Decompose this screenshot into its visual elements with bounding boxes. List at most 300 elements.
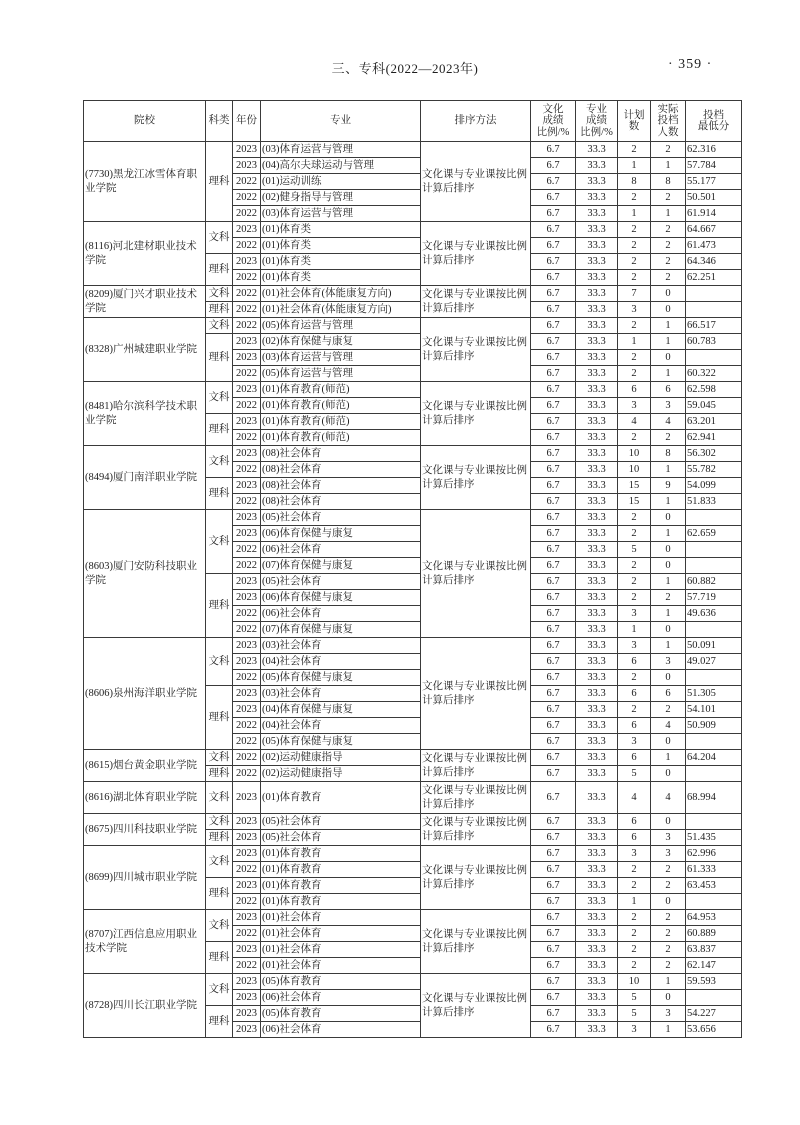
major-cell: (05)体育运营与管理 — [261, 366, 421, 382]
year-cell: 2022 — [233, 206, 261, 222]
major-ratio-cell: 33.3 — [576, 350, 618, 366]
min-score-cell: 62.996 — [686, 846, 742, 862]
min-score-cell: 62.659 — [686, 526, 742, 542]
column-header-line: 文化 — [542, 103, 564, 115]
major-cell: (04)高尔夫球运动与管理 — [261, 158, 421, 174]
min-score-cell — [686, 814, 742, 830]
plan-count-cell: 6 — [618, 830, 651, 846]
plan-count-cell: 5 — [618, 542, 651, 558]
year-cell: 2023 — [233, 158, 261, 174]
major-ratio-cell: 33.3 — [576, 206, 618, 222]
column-header-line: 成绩 — [586, 115, 607, 127]
plan-count-cell: 2 — [618, 254, 651, 270]
culture-ratio-cell: 6.7 — [531, 830, 576, 846]
major-ratio-cell: 33.3 — [576, 366, 618, 382]
plan-count-cell: 15 — [618, 478, 651, 494]
table-row — [84, 750, 742, 766]
category-cell: 文科 — [206, 814, 233, 830]
page-number: · 359 · — [668, 57, 713, 72]
admitted-count-cell: 2 — [651, 238, 686, 254]
major-cell: (01)社会体育(体能康复方向) — [261, 302, 421, 318]
min-score-cell — [686, 302, 742, 318]
year-cell: 2023 — [233, 782, 261, 814]
major-cell: (06)社会体育 — [261, 542, 421, 558]
plan-count-cell: 3 — [618, 734, 651, 750]
plan-count-cell: 1 — [618, 622, 651, 638]
sort-method-cell: 文化课与专业课按比例计算后排序 — [421, 286, 531, 318]
category-cell: 理科 — [206, 302, 233, 318]
major-cell: (01)体育教育(师范) — [261, 398, 421, 414]
major-ratio-cell: 33.3 — [576, 558, 618, 574]
major-cell: (01)社会体育(体能康复方向) — [261, 286, 421, 302]
min-score-cell: 51.305 — [686, 686, 742, 702]
major-ratio-cell: 33.3 — [576, 654, 618, 670]
admitted-count-cell: 1 — [651, 366, 686, 382]
major-cell: (08)社会体育 — [261, 462, 421, 478]
admitted-count-cell: 3 — [651, 398, 686, 414]
major-cell: (06)体育保健与康复 — [261, 590, 421, 606]
min-score-cell: 64.953 — [686, 910, 742, 926]
min-score-cell: 50.501 — [686, 190, 742, 206]
major-cell: (08)社会体育 — [261, 494, 421, 510]
year-cell: 2023 — [233, 878, 261, 894]
major-ratio-cell: 33.3 — [576, 830, 618, 846]
culture-ratio-cell: 6.7 — [531, 526, 576, 542]
admitted-count-cell: 0 — [651, 350, 686, 366]
major-cell: (01)体育教育(师范) — [261, 430, 421, 446]
plan-count-cell: 6 — [618, 718, 651, 734]
major-ratio-cell: 33.3 — [576, 1006, 618, 1022]
major-ratio-cell: 33.3 — [576, 942, 618, 958]
min-score-cell: 61.914 — [686, 206, 742, 222]
plan-count-cell: 6 — [618, 750, 651, 766]
culture-ratio-cell: 6.7 — [531, 574, 576, 590]
admitted-count-cell: 2 — [651, 254, 686, 270]
major-cell: (05)体育运营与管理 — [261, 318, 421, 334]
plan-count-cell: 2 — [618, 238, 651, 254]
plan-count-cell: 1 — [618, 894, 651, 910]
sort-method-cell: 文化课与专业课按比例计算后排序 — [421, 750, 531, 782]
major-ratio-cell: 33.3 — [576, 990, 618, 1006]
major-ratio-cell: 33.3 — [576, 958, 618, 974]
major-cell: (06)社会体育 — [261, 990, 421, 1006]
major-cell: (01)体育教育(师范) — [261, 414, 421, 430]
sort-method-cell: 文化课与专业课按比例计算后排序 — [421, 142, 531, 222]
school-name-cell: (8675)四川科技职业学院 — [84, 814, 206, 846]
admitted-count-cell: 1 — [651, 1022, 686, 1038]
major-ratio-cell: 33.3 — [576, 686, 618, 702]
min-score-cell: 62.251 — [686, 270, 742, 286]
culture-ratio-cell: 6.7 — [531, 862, 576, 878]
plan-count-cell: 3 — [618, 606, 651, 622]
culture-ratio-cell: 6.7 — [531, 542, 576, 558]
year-cell: 2023 — [233, 846, 261, 862]
major-ratio-cell: 33.3 — [576, 974, 618, 990]
culture-ratio-cell: 6.7 — [531, 654, 576, 670]
year-cell: 2022 — [233, 462, 261, 478]
major-cell: (03)社会体育 — [261, 638, 421, 654]
sort-method-cell: 文化课与专业课按比例计算后排序 — [421, 782, 531, 814]
admitted-count-cell: 3 — [651, 654, 686, 670]
min-score-cell: 63.201 — [686, 414, 742, 430]
plan-count-cell: 5 — [618, 766, 651, 782]
admitted-count-cell: 0 — [651, 510, 686, 526]
culture-ratio-cell: 6.7 — [531, 430, 576, 446]
major-ratio-cell: 33.3 — [576, 398, 618, 414]
plan-count-cell: 3 — [618, 398, 651, 414]
major-cell: (08)社会体育 — [261, 478, 421, 494]
major-cell: (01)体育教育 — [261, 894, 421, 910]
year-cell: 2023 — [233, 830, 261, 846]
min-score-cell: 66.517 — [686, 318, 742, 334]
plan-count-cell: 2 — [618, 910, 651, 926]
admitted-count-cell: 4 — [651, 718, 686, 734]
admitted-count-cell: 9 — [651, 478, 686, 494]
min-score-cell — [686, 510, 742, 526]
major-cell: (01)体育类 — [261, 270, 421, 286]
min-score-cell: 51.833 — [686, 494, 742, 510]
plan-count-cell: 2 — [618, 190, 651, 206]
admitted-count-cell: 1 — [651, 974, 686, 990]
admitted-count-cell: 3 — [651, 1006, 686, 1022]
year-cell: 2022 — [233, 302, 261, 318]
sort-method-cell: 文化课与专业课按比例计算后排序 — [421, 638, 531, 750]
plan-count-cell: 5 — [618, 990, 651, 1006]
school-name-cell: (8699)四川城市职业学院 — [84, 846, 206, 910]
school-name-cell: (8707)江西信息应用职业技术学院 — [84, 910, 206, 974]
major-cell: (07)体育保健与康复 — [261, 558, 421, 574]
plan-count-cell: 2 — [618, 702, 651, 718]
major-ratio-cell: 33.3 — [576, 510, 618, 526]
culture-ratio-cell: 6.7 — [531, 238, 576, 254]
major-ratio-cell: 33.3 — [576, 606, 618, 622]
min-score-cell: 53.656 — [686, 1022, 742, 1038]
culture-ratio-cell: 6.7 — [531, 1006, 576, 1022]
major-ratio-cell: 33.3 — [576, 430, 618, 446]
column-header-line: 专业 — [330, 115, 351, 127]
plan-count-cell: 6 — [618, 814, 651, 830]
table-row — [84, 638, 742, 654]
admitted-count-cell: 1 — [651, 334, 686, 350]
column-header-line: 投档 — [703, 109, 724, 121]
plan-count-cell: 4 — [618, 414, 651, 430]
major-ratio-cell: 33.3 — [576, 382, 618, 398]
category-cell: 文科 — [206, 222, 233, 254]
culture-ratio-cell: 6.7 — [531, 206, 576, 222]
school-name-cell: (7730)黑龙江冰雪体育职业学院 — [84, 142, 206, 222]
culture-ratio-cell: 6.7 — [531, 174, 576, 190]
year-cell: 2023 — [233, 974, 261, 990]
plan-count-cell: 6 — [618, 382, 651, 398]
min-score-cell: 64.204 — [686, 750, 742, 766]
major-ratio-cell: 33.3 — [576, 766, 618, 782]
category-cell: 理科 — [206, 478, 233, 510]
major-cell: (04)社会体育 — [261, 718, 421, 734]
admitted-count-cell: 2 — [651, 270, 686, 286]
culture-ratio-cell: 6.7 — [531, 414, 576, 430]
major-ratio-cell: 33.3 — [576, 302, 618, 318]
min-score-cell — [686, 734, 742, 750]
sort-method-cell: 文化课与专业课按比例计算后排序 — [421, 510, 531, 638]
major-cell: (01)社会体育 — [261, 958, 421, 974]
culture-ratio-cell: 6.7 — [531, 158, 576, 174]
plan-count-cell: 2 — [618, 270, 651, 286]
min-score-cell: 55.177 — [686, 174, 742, 190]
major-ratio-cell: 33.3 — [576, 750, 618, 766]
plan-count-cell: 6 — [618, 654, 651, 670]
plan-count-cell: 7 — [618, 286, 651, 302]
column-header-year — [233, 101, 261, 142]
year-cell: 2022 — [233, 734, 261, 750]
plan-count-cell: 2 — [618, 430, 651, 446]
school-name-cell: (8494)厦门南洋职业学院 — [84, 446, 206, 510]
plan-count-cell: 2 — [618, 942, 651, 958]
year-cell: 2022 — [233, 430, 261, 446]
major-ratio-cell: 33.3 — [576, 158, 618, 174]
culture-ratio-cell: 6.7 — [531, 494, 576, 510]
major-ratio-cell: 33.3 — [576, 702, 618, 718]
admitted-count-cell: 2 — [651, 958, 686, 974]
min-score-cell: 57.784 — [686, 158, 742, 174]
sort-method-cell: 文化课与专业课按比例计算后排序 — [421, 910, 531, 974]
school-name-cell: (8603)厦门安防科技职业学院 — [84, 510, 206, 638]
major-ratio-cell: 33.3 — [576, 926, 618, 942]
major-cell: (03)体育运营与管理 — [261, 142, 421, 158]
sort-method-cell: 文化课与专业课按比例计算后排序 — [421, 446, 531, 510]
major-cell: (03)体育运营与管理 — [261, 350, 421, 366]
column-header-line: 比例/% — [536, 126, 570, 138]
major-cell: (02)运动健康指导 — [261, 766, 421, 782]
year-cell: 2023 — [233, 222, 261, 238]
school-name-cell: (8328)广州城建职业学院 — [84, 318, 206, 382]
major-cell: (07)体育保健与康复 — [261, 622, 421, 638]
school-name-cell: (8616)湖北体育职业学院 — [84, 782, 206, 814]
major-cell: (01)社会体育 — [261, 910, 421, 926]
year-cell: 2022 — [233, 190, 261, 206]
major-cell: (05)体育保健与康复 — [261, 734, 421, 750]
category-cell: 理科 — [206, 254, 233, 286]
plan-count-cell: 4 — [618, 782, 651, 814]
category-cell: 文科 — [206, 638, 233, 686]
min-score-cell — [686, 286, 742, 302]
column-header-line: 投档 — [657, 115, 679, 127]
admitted-count-cell: 1 — [651, 606, 686, 622]
year-cell: 2022 — [233, 926, 261, 942]
major-cell: (06)社会体育 — [261, 1022, 421, 1038]
table-row — [84, 814, 742, 830]
culture-ratio-cell: 6.7 — [531, 702, 576, 718]
major-cell: (01)体育类 — [261, 238, 421, 254]
plan-count-cell: 3 — [618, 846, 651, 862]
sort-method-cell: 文化课与专业课按比例计算后排序 — [421, 222, 531, 286]
admitted-count-cell: 2 — [651, 430, 686, 446]
culture-ratio-cell: 6.7 — [531, 910, 576, 926]
year-cell: 2022 — [233, 238, 261, 254]
min-score-cell — [686, 990, 742, 1006]
category-cell: 文科 — [206, 286, 233, 302]
admitted-count-cell: 2 — [651, 190, 686, 206]
admitted-count-cell: 1 — [651, 526, 686, 542]
major-ratio-cell: 33.3 — [576, 814, 618, 830]
major-cell: (01)体育类 — [261, 254, 421, 270]
year-cell: 2022 — [233, 766, 261, 782]
year-cell: 2022 — [233, 398, 261, 414]
min-score-cell: 56.302 — [686, 446, 742, 462]
major-ratio-cell: 33.3 — [576, 462, 618, 478]
admitted-count-cell: 3 — [651, 830, 686, 846]
year-cell: 2022 — [233, 718, 261, 734]
admitted-count-cell: 1 — [651, 206, 686, 222]
plan-count-cell: 2 — [618, 510, 651, 526]
admitted-count-cell: 0 — [651, 766, 686, 782]
min-score-cell: 49.027 — [686, 654, 742, 670]
min-score-cell: 60.783 — [686, 334, 742, 350]
table-row — [84, 318, 742, 334]
table-row — [84, 910, 742, 926]
major-cell: (01)体育教育 — [261, 846, 421, 862]
column-header-line: 实际 — [657, 103, 679, 115]
year-cell: 2022 — [233, 318, 261, 334]
column-header-line: 院校 — [134, 115, 155, 127]
culture-ratio-cell: 6.7 — [531, 670, 576, 686]
year-cell: 2023 — [233, 254, 261, 270]
table-row — [84, 142, 742, 158]
min-score-cell: 63.837 — [686, 942, 742, 958]
category-cell: 文科 — [206, 510, 233, 574]
plan-count-cell: 1 — [618, 158, 651, 174]
major-cell: (01)体育教育 — [261, 878, 421, 894]
category-cell: 理科 — [206, 1006, 233, 1038]
plan-count-cell: 2 — [618, 926, 651, 942]
min-score-cell: 54.101 — [686, 702, 742, 718]
culture-ratio-cell: 6.7 — [531, 350, 576, 366]
major-ratio-cell: 33.3 — [576, 318, 618, 334]
column-header-line: 比例/% — [580, 126, 613, 138]
major-ratio-cell: 33.3 — [576, 734, 618, 750]
year-cell: 2023 — [233, 814, 261, 830]
culture-ratio-cell: 6.7 — [531, 270, 576, 286]
sort-method-cell: 文化课与专业课按比例计算后排序 — [421, 814, 531, 846]
plan-count-cell: 3 — [618, 302, 651, 318]
admitted-count-cell: 2 — [651, 142, 686, 158]
school-name-cell: (8116)河北建材职业技术学院 — [84, 222, 206, 286]
major-cell: (08)社会体育 — [261, 446, 421, 462]
year-cell: 2022 — [233, 174, 261, 190]
category-cell: 理科 — [206, 878, 233, 910]
plan-count-cell: 2 — [618, 670, 651, 686]
major-cell: (02)运动健康指导 — [261, 750, 421, 766]
major-cell: (05)社会体育 — [261, 574, 421, 590]
category-cell: 文科 — [206, 382, 233, 414]
major-ratio-cell: 33.3 — [576, 286, 618, 302]
culture-ratio-cell: 6.7 — [531, 142, 576, 158]
category-cell: 文科 — [206, 750, 233, 766]
plan-count-cell: 5 — [618, 1006, 651, 1022]
culture-ratio-cell: 6.7 — [531, 190, 576, 206]
year-cell: 2023 — [233, 910, 261, 926]
min-score-cell: 54.099 — [686, 478, 742, 494]
column-header-admitted-count — [651, 101, 686, 142]
major-cell: (01)社会体育 — [261, 926, 421, 942]
major-ratio-cell: 33.3 — [576, 670, 618, 686]
min-score-cell: 68.994 — [686, 782, 742, 814]
admitted-count-cell: 4 — [651, 782, 686, 814]
plan-count-cell: 1 — [618, 334, 651, 350]
year-cell: 2023 — [233, 686, 261, 702]
admitted-count-cell: 2 — [651, 222, 686, 238]
plan-count-cell: 2 — [618, 526, 651, 542]
plan-count-cell: 2 — [618, 558, 651, 574]
major-cell: (06)社会体育 — [261, 606, 421, 622]
culture-ratio-cell: 6.7 — [531, 334, 576, 350]
sort-method-cell: 文化课与专业课按比例计算后排序 — [421, 382, 531, 446]
culture-ratio-cell: 6.7 — [531, 814, 576, 830]
min-score-cell — [686, 542, 742, 558]
admitted-count-cell: 0 — [651, 814, 686, 830]
major-ratio-cell: 33.3 — [576, 174, 618, 190]
category-cell: 文科 — [206, 318, 233, 334]
major-ratio-cell: 33.3 — [576, 494, 618, 510]
min-score-cell: 55.782 — [686, 462, 742, 478]
plan-count-cell: 2 — [618, 222, 651, 238]
admitted-count-cell: 2 — [651, 590, 686, 606]
column-header-major-ratio — [576, 101, 618, 142]
plan-count-cell: 10 — [618, 974, 651, 990]
plan-count-cell: 2 — [618, 574, 651, 590]
admitted-count-cell: 2 — [651, 910, 686, 926]
culture-ratio-cell: 6.7 — [531, 958, 576, 974]
min-score-cell — [686, 894, 742, 910]
plan-count-cell: 2 — [618, 590, 651, 606]
column-header-min-score — [686, 101, 742, 142]
admitted-count-cell: 1 — [651, 462, 686, 478]
culture-ratio-cell: 6.7 — [531, 782, 576, 814]
table-row — [84, 974, 742, 990]
major-ratio-cell: 33.3 — [576, 862, 618, 878]
table-header — [84, 101, 742, 142]
major-ratio-cell: 33.3 — [576, 190, 618, 206]
plan-count-cell: 3 — [618, 1022, 651, 1038]
column-header-school — [84, 101, 206, 142]
min-score-cell: 61.333 — [686, 862, 742, 878]
major-ratio-cell: 33.3 — [576, 590, 618, 606]
year-cell: 2023 — [233, 590, 261, 606]
min-score-cell: 62.316 — [686, 142, 742, 158]
major-ratio-cell: 33.3 — [576, 414, 618, 430]
category-cell: 文科 — [206, 782, 233, 814]
major-cell: (01)体育类 — [261, 222, 421, 238]
category-cell: 理科 — [206, 942, 233, 974]
culture-ratio-cell: 6.7 — [531, 974, 576, 990]
major-ratio-cell: 33.3 — [576, 334, 618, 350]
admitted-count-cell: 1 — [651, 494, 686, 510]
major-cell: (01)体育教育 — [261, 782, 421, 814]
admitted-count-cell: 4 — [651, 414, 686, 430]
school-name-cell: (8209)厦门兴才职业技术学院 — [84, 286, 206, 318]
admitted-count-cell: 2 — [651, 878, 686, 894]
min-score-cell: 63.453 — [686, 878, 742, 894]
culture-ratio-cell: 6.7 — [531, 942, 576, 958]
major-cell: (05)社会体育 — [261, 510, 421, 526]
year-cell: 2023 — [233, 526, 261, 542]
major-cell: (01)社会体育 — [261, 942, 421, 958]
min-score-cell: 60.889 — [686, 926, 742, 942]
major-ratio-cell: 33.3 — [576, 478, 618, 494]
year-cell: 2023 — [233, 414, 261, 430]
school-name-cell: (8606)泉州海洋职业学院 — [84, 638, 206, 750]
table-row — [84, 222, 742, 238]
major-cell: (02)体育保健与康复 — [261, 334, 421, 350]
